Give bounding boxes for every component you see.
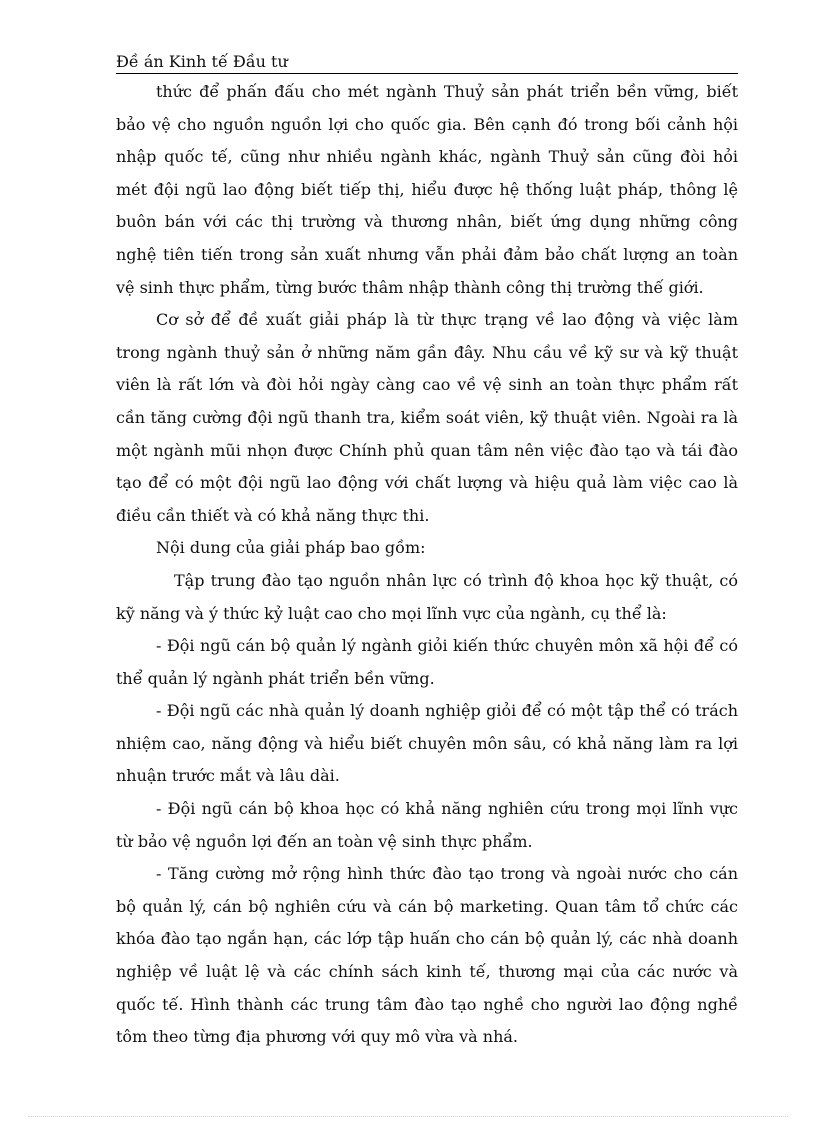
document-body <box>116 76 738 1054</box>
bullet-expand-training: - Tăng cường mở rộng hình thức đào tạo trong và ngoài nước cho cán bộ quản lý, cán bộ nghiên cứu và cán bộ marketing. Quan tâm tổ chức các khóa đào tạo ngắn hạn, các lớp tập huấn cho cán bộ quản lý, các nhà doanh nghiệp về luật lệ và các chính sách kinh tế, thương mại của các nước và quốc tế. Hình thành các trung tâm đào tạo nghề cho người lao động nghề tôm theo từng địa phương với quy mô vừa và nhá. <box>116 864 738 1047</box>
paragraph-basis: Cơ sở để đề xuất giải pháp là từ thực trạng về lao động và việc làm trong ngành thuỷ sản ở những năm gần đây. Nhu cầu về kỹ sư và kỹ thuật viên là rất lớn và đòi hỏi ngày càng cao về vệ sinh an toàn thực phẩm rất cần tăng cường đội ngũ thanh tra, kiểm soát viên, kỹ thuật viên. Ngoài ra là một ngành mũi nhọn được Chính phủ quan tâm nên việc đào tạo và tái đào tạo để có một đội ngũ lao động với chất lượng và hiệu quả làm việc cao là điều cần thiết và có khả năng thực thi. <box>116 310 738 525</box>
page-header: Đề án Kinh tế Đầu tư <box>116 52 738 74</box>
paragraph-content-intro: Nội dung của giải pháp bao gồm: <box>156 538 426 558</box>
bullet-science-staff: - Đội ngũ cán bộ khoa học có khả năng nghiên cứu trong mọi lĩnh vực từ bảo vệ nguồn lợi đến an toàn vệ sinh thực phẩm. <box>116 799 738 851</box>
bullet-management-staff: - Đội ngũ cán bộ quản lý ngành giỏi kiến thức chuyên môn xã hội để có thể quản lý ngành phát triển bền vững. <box>116 636 738 688</box>
paragraph-continuation: thức để phấn đấu cho mét ngành Thuỷ sản phát triển bền vững, biết bảo vệ cho nguồn nguồn lợi cho quốc gia. Bên cạnh đó trong bối cảnh hội nhập quốc tế, cũng như nhiều ngành khác, ngành Thuỷ sản cũng đòi hỏi mét đội ngũ lao động biết tiếp thị, hiểu được hệ thống luật pháp, thông lệ buôn bán với các thị trường và thương nhân, biết ứng dụng những công nghệ tiên tiến trong sản xuất nhưng vẫn phải đảm bảo chất lượng an toàn vệ sinh thực phẩm, từng bước thâm nhập thành công thị trường thế giới. <box>116 82 738 297</box>
bullet-business-managers: - Đội ngũ các nhà quản lý doanh nghiệp giỏi để có một tập thể có trách nhiệm cao, năng động và hiểu biết chuyên môn sâu, có khả năng làm ra lợi nhuận trước mắt và lâu dài. <box>116 701 738 786</box>
footer-dotted-rule <box>28 1116 788 1117</box>
paragraph-training-focus: Tập trung đào tạo nguồn nhân lực có trình độ khoa học kỹ thuật, có kỹ năng và ý thức kỷ luật cao cho mọi lĩnh vực của ngành, cụ thể là: <box>116 570 738 623</box>
